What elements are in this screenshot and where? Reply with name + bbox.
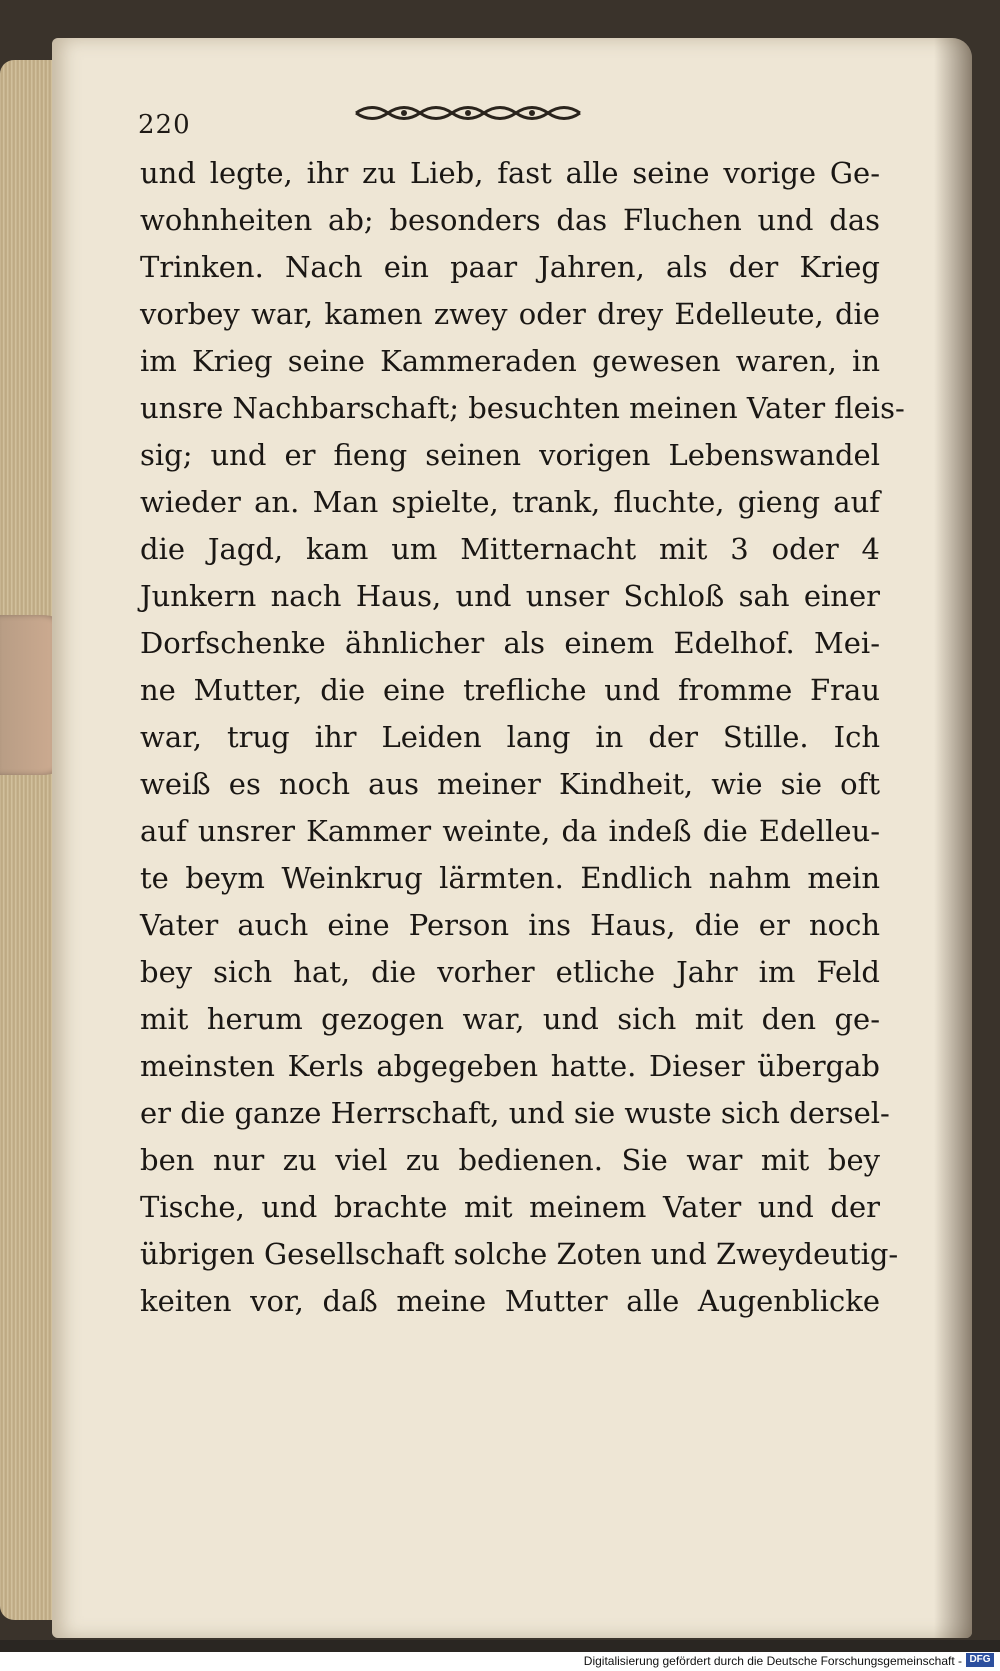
text-line: er die ganze Herrschaft, und sie wuste sich dersel- <box>140 1096 890 1130</box>
text-line: Vater auch eine Person ins Haus, die er noch <box>140 908 880 942</box>
text-line: im Krieg seine Kammeraden gewesen waren, in <box>140 344 880 378</box>
header-ornament-icon <box>352 100 592 126</box>
text-line: wohnheiten ab; besonders das Fluchen und das <box>140 203 880 237</box>
text-line: übrigen Gesellschaft solche Zoten und Zweydeutig- <box>140 1237 899 1271</box>
text-line: vorbey war, kamen zwey oder drey Edelleute, die <box>140 297 880 331</box>
text-line: ben nur zu viel zu bedienen. Sie war mit bey <box>140 1143 880 1177</box>
text-line: wieder an. Man spielte, trank, fluchte, gieng auf <box>140 485 880 519</box>
text-line: auf unsrer Kammer weinte, da indeß die Edelleu- <box>140 814 880 848</box>
text-line: ne Mutter, die eine trefliche und fromme Frau <box>140 673 880 707</box>
text-line: Trinken. Nach ein paar Jahren, als der Krieg <box>140 250 880 284</box>
text-line: te beym Weinkrug lärmten. Endlich nahm mein <box>140 861 880 895</box>
page-number: 220 <box>138 110 191 140</box>
text-line: Tische, und brachte mit meinem Vater und der <box>140 1190 880 1224</box>
text-line: und legte, ihr zu Lieb, fast alle seine vorige Ge- <box>140 156 880 190</box>
text-line: Dorfschenke ähnlicher als einem Edelhof. Mei- <box>140 626 880 660</box>
footer-credit: Digitalisierung gefördert durch die Deutsche Forschungsgemeinschaft - <box>583 1654 962 1668</box>
dfg-logo: DFG <box>966 1653 994 1667</box>
body-text <box>140 150 905 1325</box>
text-line: Junkern nach Haus, und unser Schloß sah einer <box>140 579 880 613</box>
page-gutter-shadow <box>934 38 972 1638</box>
text-line: sig; und er fieng seinen vorigen Lebenswandel <box>140 438 880 472</box>
text-line: mit herum gezogen war, und sich mit den ge- <box>140 1002 880 1036</box>
text-line: keiten vor, daß meine Mutter alle Augenblicke <box>140 1284 880 1318</box>
text-line: die Jagd, kam um Mitternacht mit 3 oder 4 <box>140 532 880 566</box>
text-line: meinsten Kerls abgegeben hatte. Dieser übergab <box>140 1049 880 1083</box>
text-line: weiß es noch aus meiner Kindheit, wie sie oft <box>140 767 880 801</box>
text-line: war, trug ihr Leiden lang in der Stille. Ich <box>140 720 880 754</box>
text-line: unsre Nachbarschaft; besuchten meinen Vater fleis- <box>140 391 905 425</box>
text-line: bey sich hat, die vorher etliche Jahr im Feld <box>140 955 880 989</box>
